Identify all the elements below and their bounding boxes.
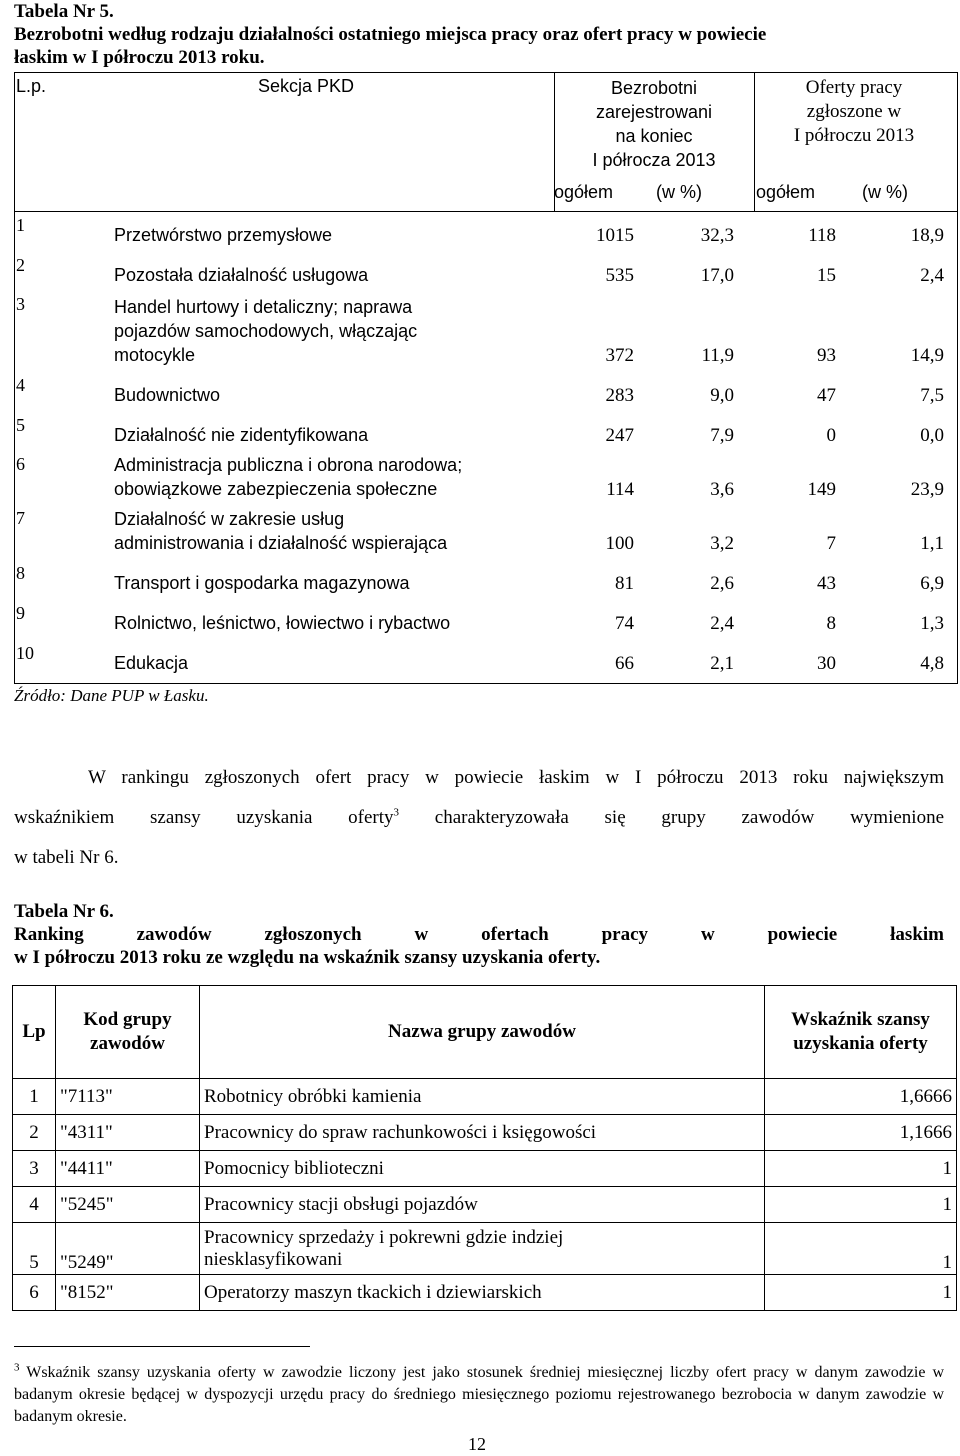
row-value-b: 247 bbox=[605, 425, 634, 446]
row-value-bp: 3,6 bbox=[710, 479, 734, 500]
table-row bbox=[13, 1115, 957, 1151]
row-lp: 8 bbox=[16, 563, 25, 583]
table6-caption-line1: Ranking zawodów zgłoszonych w ofertach pracy w powiecie łaskim bbox=[14, 924, 944, 945]
table-row bbox=[13, 1079, 957, 1115]
row-nazwa-line: Pracownicy stacji obsługi pojazdów bbox=[204, 1193, 478, 1215]
table-row bbox=[13, 1223, 957, 1275]
row-value-b: 81 bbox=[615, 573, 634, 594]
row-name: obowiązkowe zabezpieczenia społeczne bbox=[114, 479, 438, 499]
row-lp: 3 bbox=[13, 1151, 56, 1187]
header-procent-oferty: (w %) bbox=[862, 182, 908, 202]
row-name: Rolnictwo, leśnictwo, łowiectwo i rybactwo bbox=[114, 613, 451, 633]
footnote-ref[interactable]: 3 bbox=[393, 806, 400, 819]
row-value-b: 283 bbox=[605, 385, 634, 406]
row-lp: 5 bbox=[16, 415, 25, 435]
row-value-b: 74 bbox=[615, 613, 634, 634]
row-nazwa-line: Operatorzy maszyn tkackich i dziewiarskich bbox=[204, 1281, 542, 1303]
footnote-mark: 3 bbox=[14, 1361, 20, 1374]
header-bezrobotni bbox=[554, 76, 754, 172]
paragraph-text: wskaźnikiem szansy uzyskania oferty bbox=[14, 807, 394, 828]
row-name: Budownictwo bbox=[114, 385, 221, 405]
footnote-text bbox=[14, 1362, 944, 1428]
header-bezrobotni-line: Bezrobotni bbox=[610, 78, 698, 98]
row-nazwa-line: Pracownicy do spraw rachunkowości i księgowości bbox=[204, 1121, 597, 1143]
body-paragraph bbox=[14, 758, 944, 878]
row-nazwa bbox=[200, 1223, 765, 1275]
row-value-op: 1,1 bbox=[920, 533, 944, 554]
table5-header-rule bbox=[14, 211, 958, 212]
row-value-b: 66 bbox=[615, 653, 634, 674]
table5-title bbox=[14, 0, 949, 69]
row-wskaznik: 1,6666 bbox=[765, 1079, 957, 1115]
row-value-o: 47 bbox=[817, 385, 836, 406]
paragraph-text: charakteryzowała się grupy zawodów wymienione bbox=[399, 807, 944, 828]
header-bezrobotni-line: I półrocza 2013 bbox=[592, 150, 716, 170]
table6-header-row bbox=[13, 986, 957, 1079]
row-value-bp: 9,0 bbox=[710, 385, 734, 406]
row-value-bp: 3,2 bbox=[710, 533, 734, 554]
row-lp: 6 bbox=[13, 1275, 56, 1311]
paragraph-line bbox=[14, 798, 944, 838]
row-name: Działalność nie zidentyfikowana bbox=[114, 425, 369, 445]
row-nazwa-line: Pomocnicy biblioteczni bbox=[204, 1157, 384, 1179]
table5-label: Tabela Nr 5. bbox=[14, 1, 114, 22]
row-nazwa-line: Robotnicy obróbki kamienia bbox=[204, 1085, 422, 1107]
row-value-o: 30 bbox=[817, 653, 836, 674]
row-value-o: 8 bbox=[826, 613, 836, 634]
row-value-b: 100 bbox=[605, 533, 634, 554]
table-row bbox=[13, 1151, 957, 1187]
row-nazwa bbox=[200, 1115, 765, 1151]
row-value-o: 93 bbox=[817, 345, 836, 366]
row-name: Działalność w zakresie usług bbox=[114, 509, 345, 529]
row-value-op: 14,9 bbox=[910, 345, 944, 366]
row-lp: 6 bbox=[16, 454, 25, 474]
header-lp: L.p. bbox=[16, 76, 47, 96]
row-wskaznik: 1 bbox=[765, 1187, 957, 1223]
header-ogolem-bezrobotni: ogółem bbox=[554, 182, 614, 202]
row-nazwa-line: Pracownicy sprzedaży i pokrewni gdzie indziej bbox=[204, 1226, 564, 1248]
row-value-op: 0,0 bbox=[920, 425, 944, 446]
row-name: Administracja publiczna i obrona narodowa; bbox=[114, 455, 463, 475]
row-value-b: 1015 bbox=[596, 225, 634, 246]
footnote-body: Wskaźnik szansy uzyskania oferty w zawodzie liczony jest jako stosunek średniej miesięcznej liczby ofert pracy w danym zawodzie w badanym okresie będącej w dyspozycji urzędu pracy do średniego miesięcznego poziomu rejestrowanego bezrobocia w danym zawodzie w badanym okresie. bbox=[14, 1364, 944, 1425]
row-lp: 4 bbox=[13, 1187, 56, 1223]
row-name: Przetwórstwo przemysłowe bbox=[114, 225, 333, 245]
header-kod-line: Kod grupy bbox=[83, 1009, 172, 1030]
header-oferty bbox=[754, 76, 954, 148]
table6-caption-line2: w I półroczu 2013 roku ze względu na wskaźnik szansy uzyskania oferty. bbox=[14, 947, 601, 968]
row-kod: "7113" bbox=[56, 1079, 200, 1115]
row-value-b: 114 bbox=[606, 479, 634, 500]
row-value-op: 4,8 bbox=[920, 653, 944, 674]
header-sekcja-pkd: Sekcja PKD bbox=[258, 76, 355, 96]
row-value-o: 149 bbox=[807, 479, 836, 500]
row-name: pojazdów samochodowych, włączając bbox=[114, 321, 418, 341]
footnote-rule bbox=[14, 1346, 310, 1347]
table5-source: Źródło: Dane PUP w Łasku. bbox=[14, 686, 209, 705]
header-oferty-line: Oferty pracy bbox=[805, 77, 903, 98]
paragraph-line: W rankingu zgłoszonych ofert pracy w powiecie łaskim w I półroczu 2013 roku największym bbox=[88, 767, 944, 788]
row-value-b: 372 bbox=[605, 345, 634, 366]
table6-title bbox=[14, 900, 944, 969]
row-value-bp: 2,6 bbox=[710, 573, 734, 594]
header-kod-line: zawodów bbox=[90, 1033, 165, 1054]
row-value-o: 7 bbox=[826, 533, 836, 554]
header-wskaznik-line: Wskaźnik szansy bbox=[791, 1009, 930, 1030]
row-lp: 1 bbox=[13, 1079, 56, 1115]
row-kod: "5249" bbox=[56, 1223, 200, 1275]
header-kod-grupy bbox=[56, 986, 200, 1079]
row-nazwa bbox=[200, 1187, 765, 1223]
row-lp: 2 bbox=[13, 1115, 56, 1151]
row-value-bp: 2,4 bbox=[710, 613, 734, 634]
row-value-o: 118 bbox=[808, 225, 836, 246]
row-lp: 3 bbox=[16, 294, 25, 314]
row-value-bp: 11,9 bbox=[701, 345, 734, 366]
table6-label: Tabela Nr 6. bbox=[14, 901, 114, 922]
row-lp: 5 bbox=[13, 1223, 56, 1275]
table6-body bbox=[13, 1079, 957, 1311]
row-nazwa bbox=[200, 1151, 765, 1187]
row-nazwa-line: niesklasyfikowani bbox=[204, 1248, 343, 1270]
row-value-o: 0 bbox=[826, 425, 836, 446]
header-lp: Lp bbox=[13, 986, 56, 1079]
row-kod: "4411" bbox=[56, 1151, 200, 1187]
row-wskaznik: 1,1666 bbox=[765, 1115, 957, 1151]
row-kod: "4311" bbox=[56, 1115, 200, 1151]
row-value-op: 23,9 bbox=[910, 479, 944, 500]
table5-caption-line1: Bezrobotni według rodzaju działalności ostatniego miejsca pracy oraz ofert pracy w powiecie bbox=[14, 24, 767, 45]
header-oferty-line: zgłoszone w bbox=[806, 101, 902, 122]
row-value-op: 6,9 bbox=[920, 573, 944, 594]
row-nazwa bbox=[200, 1079, 765, 1115]
header-wskaznik-line: uzyskania oferty bbox=[793, 1033, 928, 1054]
row-lp: 7 bbox=[16, 508, 25, 528]
row-name: Transport i gospodarka magazynowa bbox=[114, 573, 410, 593]
page-number: 12 bbox=[468, 1434, 486, 1454]
row-value-o: 15 bbox=[817, 265, 836, 286]
header-wskaznik bbox=[765, 986, 957, 1079]
row-value-op: 7,5 bbox=[920, 385, 944, 406]
table6-grid bbox=[12, 985, 957, 1311]
header-procent-bezrobotni: (w %) bbox=[656, 182, 702, 202]
table5-caption-line2: łaskim w I półroczu 2013 roku. bbox=[14, 47, 265, 68]
header-ogolem-oferty: ogółem bbox=[756, 182, 816, 202]
row-value-op: 18,9 bbox=[910, 225, 944, 246]
table-row bbox=[13, 1275, 957, 1311]
row-name: motocykle bbox=[114, 345, 196, 365]
row-lp: 4 bbox=[16, 375, 25, 395]
row-lp: 1 bbox=[16, 215, 25, 235]
row-kod: "5245" bbox=[56, 1187, 200, 1223]
row-name: Edukacja bbox=[114, 653, 189, 673]
row-value-bp: 7,9 bbox=[710, 425, 734, 446]
row-nazwa bbox=[200, 1275, 765, 1311]
row-value-b: 535 bbox=[605, 265, 634, 286]
row-name: Pozostała działalność usługowa bbox=[114, 265, 369, 285]
row-value-bp: 17,0 bbox=[700, 265, 734, 286]
header-nazwa-grupy: Nazwa grupy zawodów bbox=[200, 986, 765, 1079]
table-row bbox=[13, 1187, 957, 1223]
header-oferty-line: I półroczu 2013 bbox=[793, 125, 915, 146]
row-wskaznik: 1 bbox=[765, 1151, 957, 1187]
row-kod: "8152" bbox=[56, 1275, 200, 1311]
table6 bbox=[12, 985, 956, 1305]
row-value-op: 2,4 bbox=[920, 265, 944, 286]
row-value-op: 1,3 bbox=[920, 613, 944, 634]
row-lp: 10 bbox=[16, 643, 34, 663]
footnote bbox=[14, 1362, 944, 1428]
row-lp: 2 bbox=[16, 255, 25, 275]
row-name: administrowania i działalność wspierająca bbox=[114, 533, 448, 553]
row-name: Handel hurtowy i detaliczny; naprawa bbox=[114, 297, 413, 317]
paragraph-line: w tabeli Nr 6. bbox=[14, 847, 119, 868]
row-value-bp: 32,3 bbox=[700, 225, 734, 246]
row-lp: 9 bbox=[16, 603, 25, 623]
header-bezrobotni-line: na koniec bbox=[615, 126, 693, 146]
row-wskaznik: 1 bbox=[765, 1223, 957, 1275]
header-bezrobotni-line: zarejestrowani bbox=[595, 102, 713, 122]
row-wskaznik: 1 bbox=[765, 1275, 957, 1311]
row-value-bp: 2,1 bbox=[710, 653, 734, 674]
row-value-o: 43 bbox=[817, 573, 836, 594]
